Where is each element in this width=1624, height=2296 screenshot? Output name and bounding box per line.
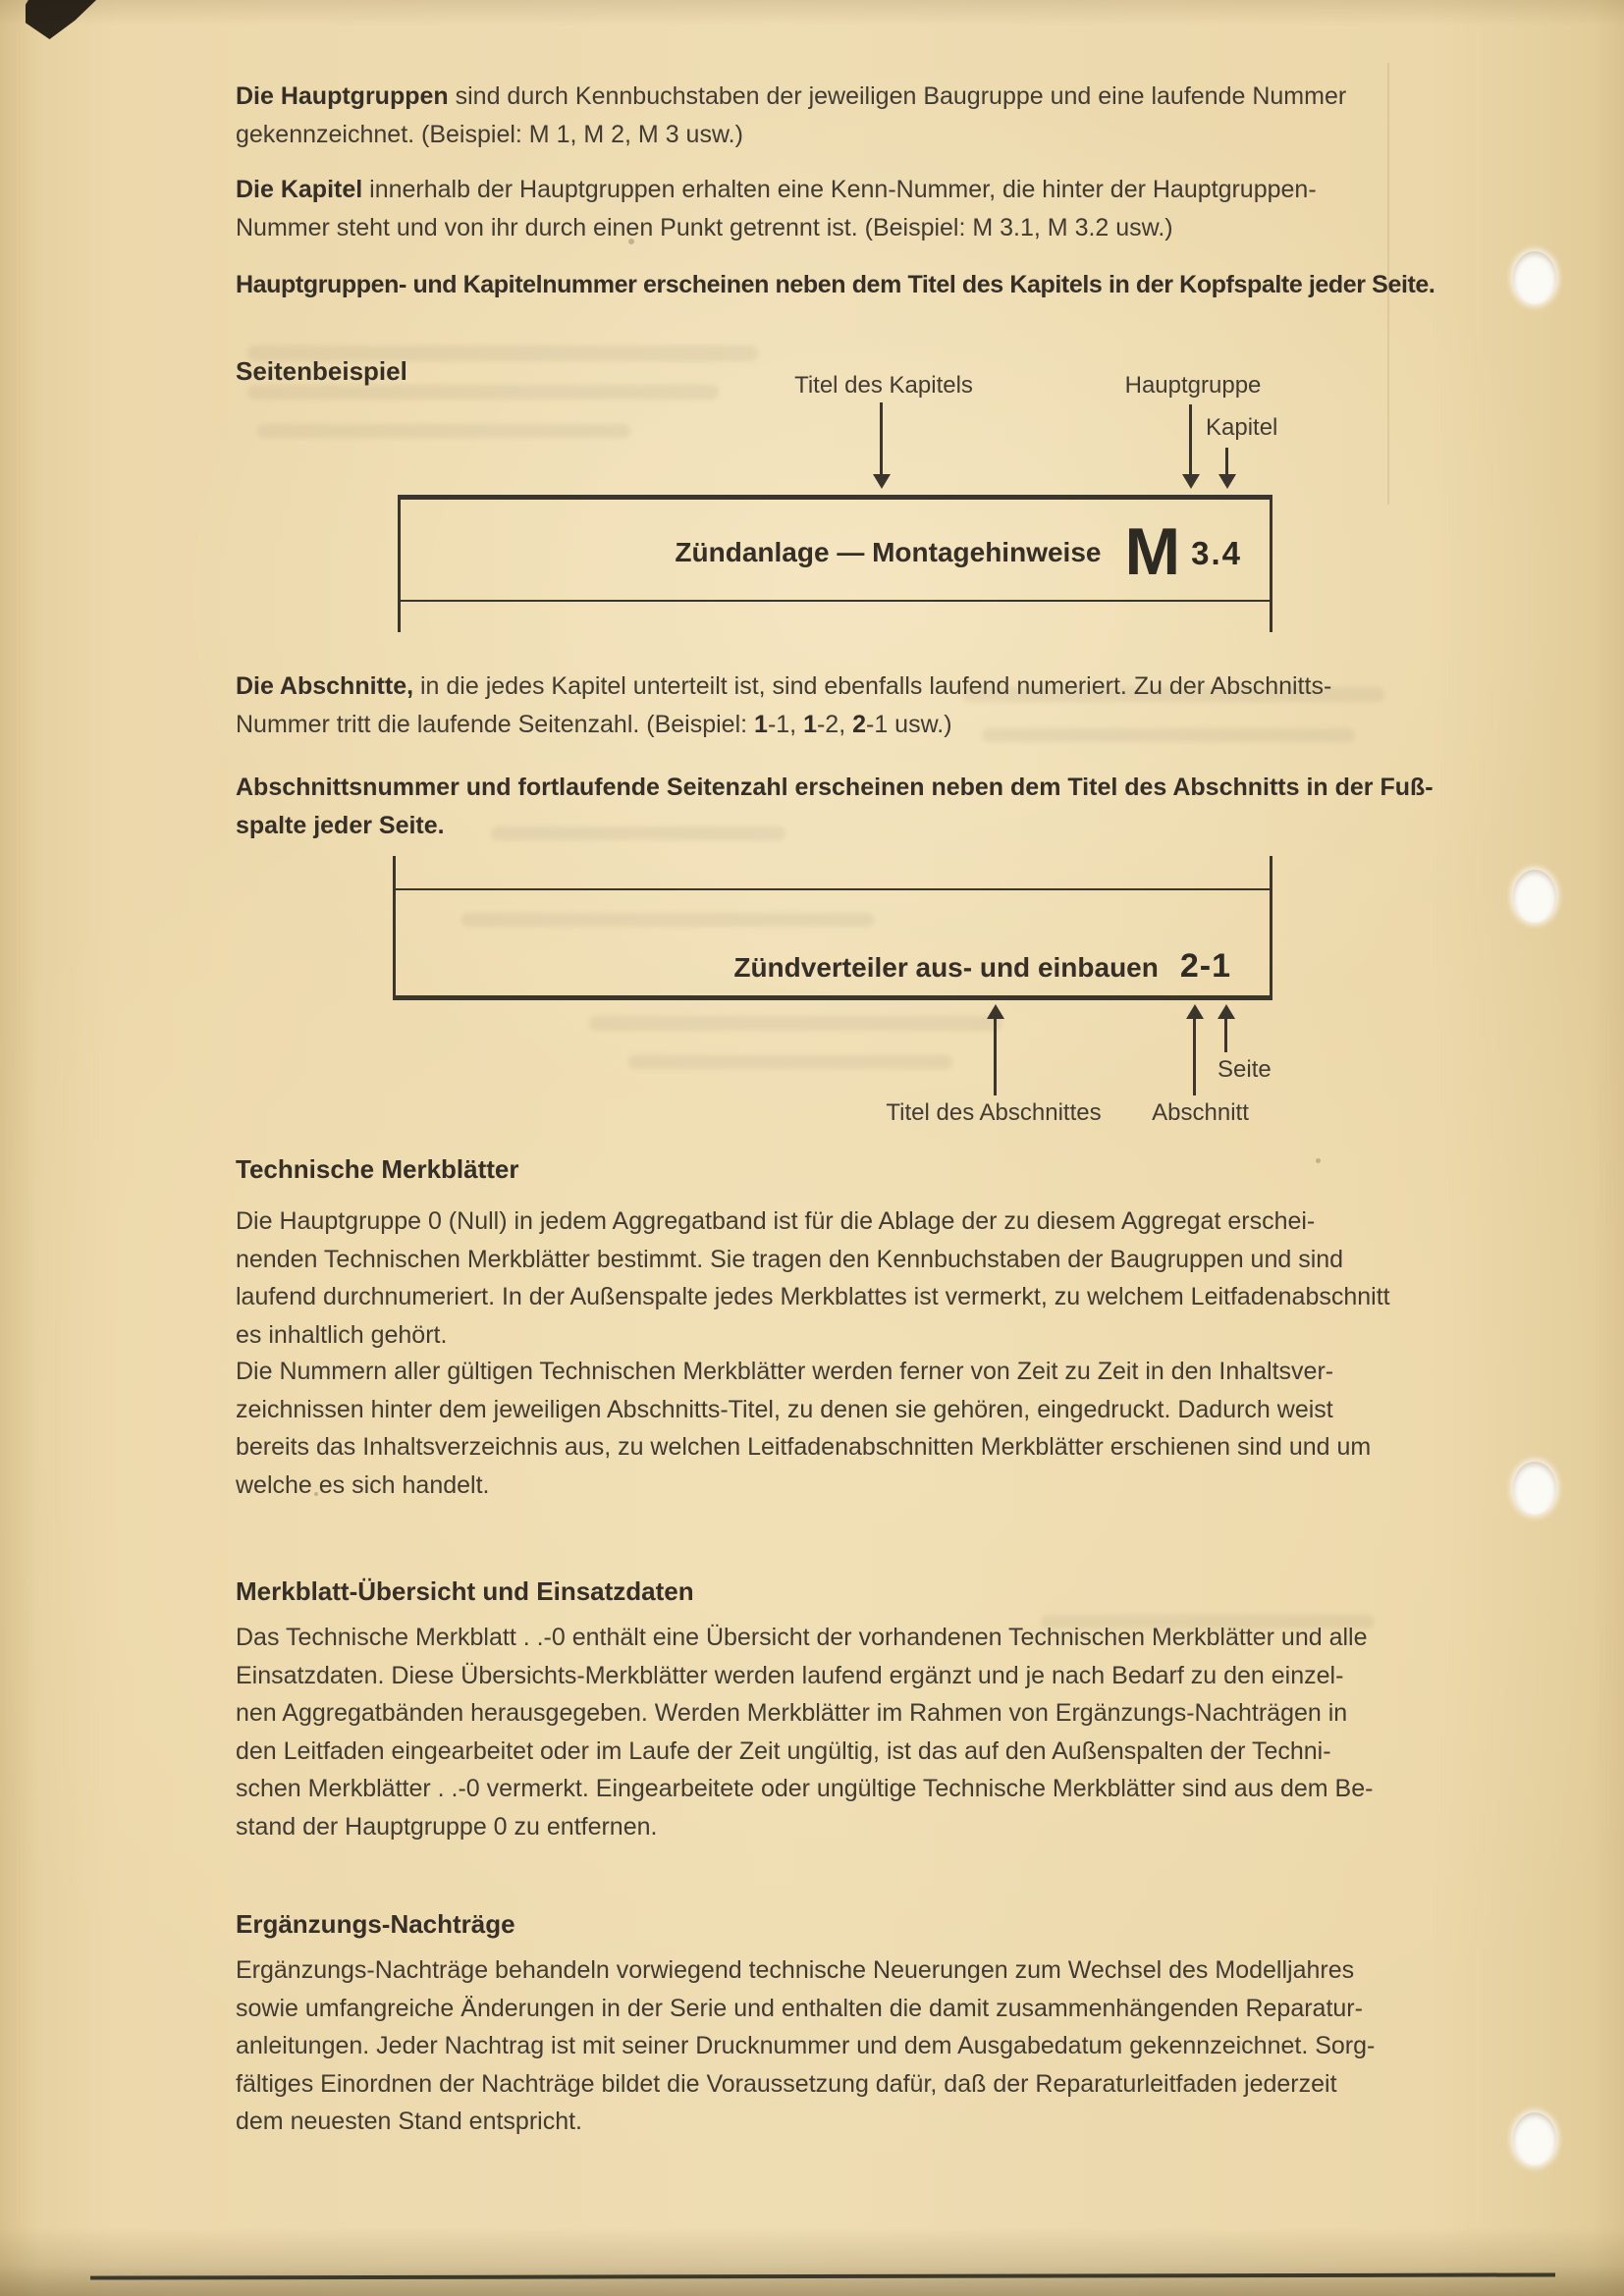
bleed-through-smudge <box>589 1016 1001 1031</box>
text-line: Die Abschnitte, in die jedes Kapitel unterteilt ist, sind ebenfalls laufend numeriert. Zu der Abschnitts- <box>236 672 1332 700</box>
label-titel-des-kapitels: Titel des Kapitels <box>794 372 973 399</box>
text-line: zeichnissen hinter dem jeweiligen Abschnitts-Titel, zu denen sie gehören, eingedruckt. Dadurch weist <box>236 1395 1333 1423</box>
text-line: Nummer tritt die laufende Seitenzahl. (Beispiel: 1-1, 1-2, 2-1 usw.) <box>236 710 952 738</box>
paragraph-hauptgruppen <box>236 78 1441 153</box>
bleed-through-smudge <box>247 385 719 400</box>
heading-merkblatt-uebersicht: Merkblatt-Übersicht und Einsatzdaten <box>236 1575 694 1606</box>
scan-speck <box>1316 1158 1321 1163</box>
text-line: Die Hauptgruppe 0 (Null) in jedem Aggregatband ist für die Ablage der zu diesem Aggregat erschei- <box>236 1207 1316 1235</box>
arrow-down-icon <box>1189 404 1192 474</box>
arrow-up-icon <box>994 1019 997 1095</box>
text-line: es inhaltlich gehört. <box>236 1320 448 1349</box>
text-line: Ergänzungs-Nachträge behandeln vorwiegend technische Neuerungen zum Wechsel des Modelljahres <box>236 1956 1355 1984</box>
label-titel-des-abschnittes: Titel des Abschnittes <box>886 1099 1102 1126</box>
text-line: Hauptgruppen- und Kapitelnummer erscheinen neben dem Titel des Kapitels in der Kopfspalte jeder Seite. <box>236 271 1435 298</box>
heading-technische-merkblaetter: Technische Merkblätter <box>236 1153 519 1184</box>
bleed-through-smudge <box>628 1055 952 1069</box>
paragraph-uebersicht-einsatzdaten <box>236 1619 1441 1845</box>
bottom-scan-shadow <box>0 2228 1624 2296</box>
text-line: Die Hauptgruppen sind durch Kennbuchstaben der jeweiligen Baugruppe und eine laufende Nummer <box>236 82 1347 110</box>
text-line: stand der Hauptgruppe 0 zu entfernen. <box>236 1812 658 1841</box>
page-left-edge-line <box>393 856 396 998</box>
arrow-up-icon <box>1224 1019 1227 1052</box>
text-line: sowie umfangreiche Änderungen in der Serie und enthalten die damit zusammenhängenden Reparatur- <box>236 1994 1363 2022</box>
text-line: bereits das Inhaltsverzeichnis aus, zu welchen Leitfadenabschnitten Merkblätter erschienen sind und um <box>236 1433 1372 1461</box>
paragraph-hauptgruppe-null <box>236 1202 1441 1354</box>
text-line: den Leitfaden eingearbeitet oder im Laufe der Zeit ungültig, ist das auf den Außenspalten der Techni- <box>236 1736 1331 1765</box>
paragraph-kopfspalte-bold <box>236 266 1441 304</box>
punch-hole <box>1513 251 1556 304</box>
header-rule-line <box>398 600 1272 602</box>
paragraph-kapitel <box>236 171 1441 246</box>
chapter-number: 3.4 <box>1191 535 1242 571</box>
text-line: dem neuesten Stand entspricht. <box>236 2108 583 2135</box>
text-line: schen Merkblätter . .-0 vermerkt. Eingearbeitete oder ungültige Technische Merkblätter sind aus dem Be- <box>236 1775 1374 1802</box>
text-line: laufend durchnumeriert. In der Außenspalte jedes Merkblattes ist vermerkt, zu welchem Leitfadenabschnitt <box>236 1283 1390 1310</box>
text-line: nenden Technischen Merkblätter bestimmt. Sie tragen den Kennbuchstaben der Baugruppen und sind <box>236 1245 1344 1273</box>
heading-ergaenzungs-nachtraege: Ergänzungs-Nachträge <box>236 1908 515 1939</box>
text-line: welche es sich handelt. <box>236 1470 490 1499</box>
text-line: Die Nummern aller gültigen Technischen Merkblätter werden ferner von Zeit zu Zeit in den Inhaltsver- <box>236 1358 1334 1385</box>
scan-corner-artifact <box>26 0 96 39</box>
text-line: Nummer steht und von ihr durch einen Punkt getrennt ist. (Beispiel: M 3.1, M 3.2 usw.) <box>236 213 1173 241</box>
bleed-through-smudge <box>257 424 630 438</box>
paragraph-nachtraege <box>236 1951 1441 2141</box>
paragraph-fusspalte-bold <box>236 769 1441 844</box>
page-top-border-line <box>398 495 1272 500</box>
paragraph-nummern-merkblaetter <box>236 1353 1441 1504</box>
page-right-edge-line <box>1270 856 1272 998</box>
chapter-title-text: Zündanlage — Montagehinweise <box>675 537 1102 567</box>
bleed-through-smudge <box>461 913 874 927</box>
heading-seitenbeispiel: Seitenbeispiel <box>236 355 407 386</box>
text-line: gekennzeichnet. (Beispiel: M 1, M 2, M 3 usw.) <box>236 120 743 148</box>
text-line: Die Kapitel innerhalb der Hauptgruppen erhalten eine Kenn-Nummer, die hinter der Hauptgruppen- <box>236 176 1317 203</box>
label-kapitel: Kapitel <box>1206 414 1278 441</box>
text-line: Das Technische Merkblatt . .-0 enthält eine Übersicht der vorhandenen Technischen Merkblätter und alle <box>236 1624 1368 1651</box>
text-line: fältiges Einordnen der Nachträge bildet die Voraussetzung dafür, daß der Reparaturleitfaden jederzeit <box>236 2069 1337 2098</box>
footer-rule-line <box>393 888 1272 890</box>
header-example-content <box>412 506 1272 599</box>
punch-hole <box>1513 2112 1556 2165</box>
text-line: anleitungen. Jeder Nachtrag ist mit seiner Drucknummer und dem Ausgabedatum gekennzeichnet. Sorg- <box>236 2032 1376 2059</box>
text-line: Abschnittsnummer und fortlaufende Seitenzahl erscheinen neben dem Titel des Abschnitts in der Fuß- <box>236 774 1434 801</box>
section-page-number: 2-1 <box>1179 947 1231 985</box>
paragraph-abschnitte <box>236 667 1441 743</box>
text-line: nen Aggregatbänden herausgegeben. Werden Merkblätter im Rahmen von Ergänzungs-Nachträgen in <box>236 1699 1348 1727</box>
label-seite: Seite <box>1218 1056 1272 1083</box>
footer-example-content <box>412 947 1257 992</box>
punch-hole <box>1513 870 1556 923</box>
arrow-down-icon <box>880 402 883 474</box>
punch-hole <box>1513 1462 1556 1515</box>
section-title-text: Zündverteiler aus- und einbauen <box>733 952 1159 983</box>
main-group-letter: M <box>1124 514 1179 589</box>
page-left-edge-line <box>398 495 401 632</box>
label-abschnitt: Abschnitt <box>1152 1099 1249 1126</box>
arrow-up-icon <box>1193 1019 1196 1095</box>
label-hauptgruppe: Hauptgruppe <box>1124 372 1262 399</box>
text-line: Einsatzdaten. Diese Übersichts-Merkblätter werden laufend ergänzt und je nach Bedarf zu den einzel- <box>236 1661 1344 1689</box>
text-line: spalte jeder Seite. <box>236 811 445 839</box>
arrow-down-icon <box>1225 448 1228 474</box>
page-bottom-border-line <box>393 995 1272 1000</box>
